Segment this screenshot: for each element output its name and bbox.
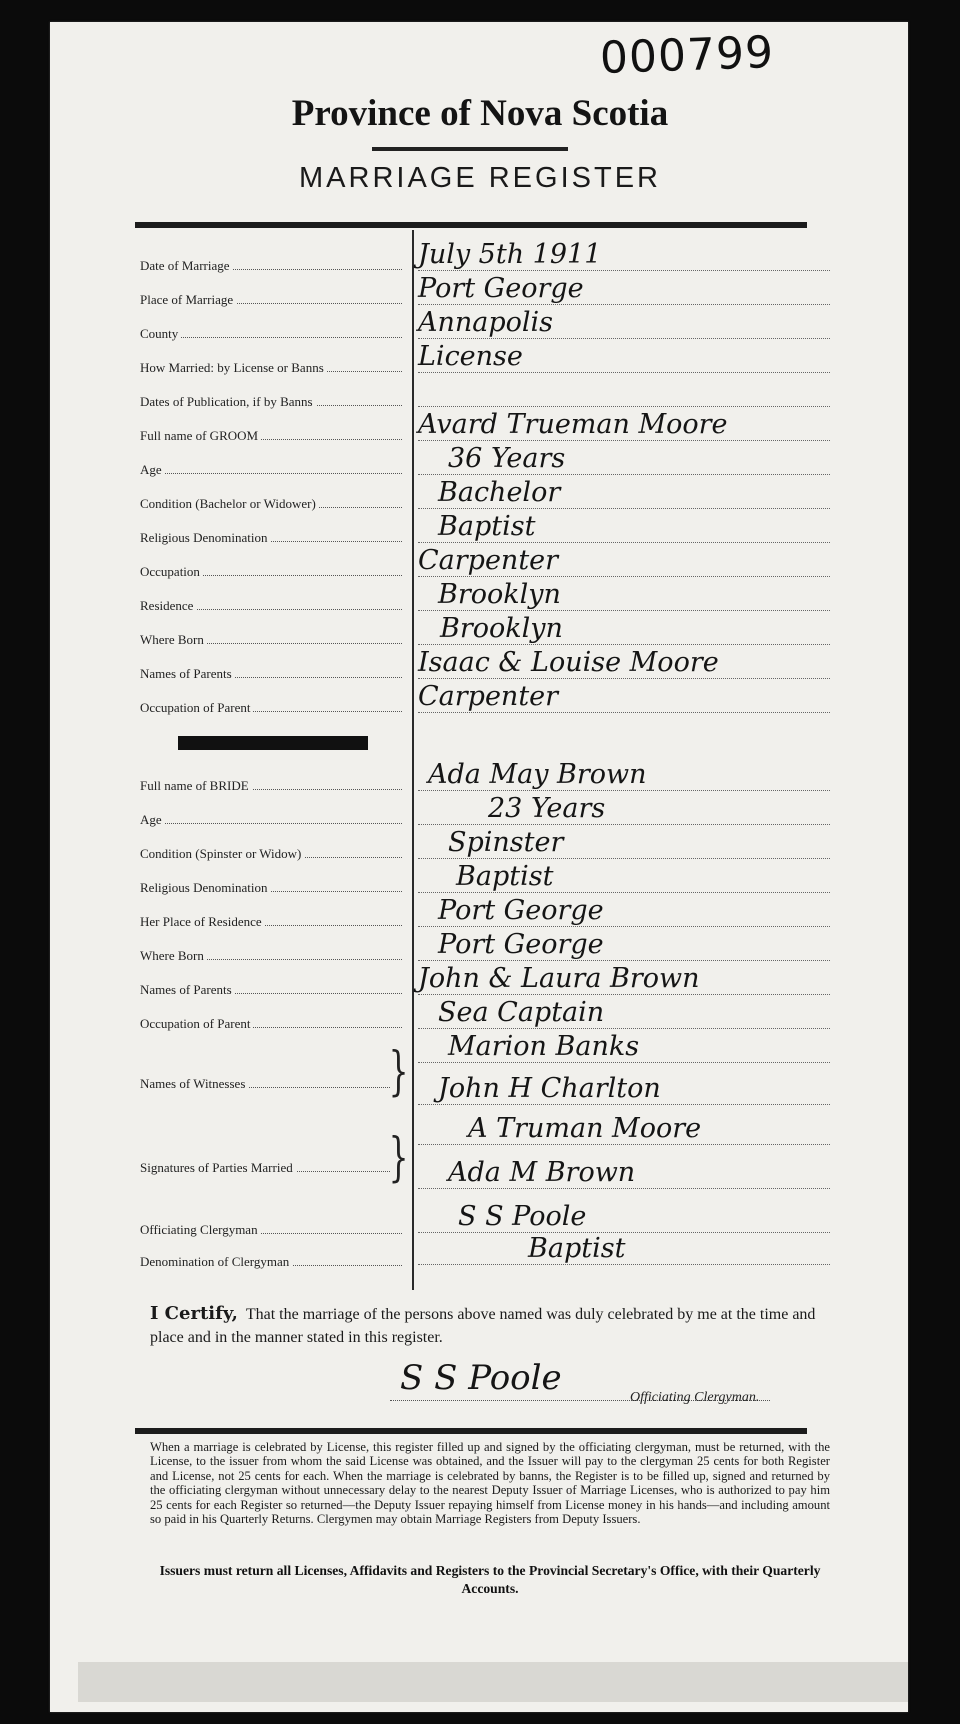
field-label: How Married: by License or Banns <box>140 360 402 376</box>
column-divider <box>412 230 414 1290</box>
field-label: Dates of Publication, if by Banns <box>140 394 402 410</box>
field-value: Baptist <box>418 512 830 543</box>
field-label: Where Born <box>140 632 402 648</box>
title-underline <box>372 147 568 151</box>
field-label: County <box>140 326 402 342</box>
field-label: Names of Parents <box>140 982 402 998</box>
field-label: Age <box>140 462 402 478</box>
field-label: Age <box>140 812 402 828</box>
certify-lead: I Certify, <box>150 1303 238 1324</box>
field-value: Port George <box>418 930 830 961</box>
field-label: Religious Denomination <box>140 880 402 896</box>
parties-signatures-label: Signatures of Parties Married <box>140 1160 390 1176</box>
field-label: Full name of BRIDE <box>140 778 402 794</box>
certification-text <box>150 1302 830 1349</box>
field-value: Port George <box>418 896 830 927</box>
field-value: Brooklyn <box>418 614 830 645</box>
field-value: License <box>418 342 830 373</box>
field-value <box>418 376 830 407</box>
field-value: Brooklyn <box>418 580 830 611</box>
field-label: Occupation <box>140 564 402 580</box>
field-label: Officiating Clergyman <box>140 1222 402 1238</box>
field-label: Condition (Bachelor or Widower) <box>140 496 402 512</box>
field-value: Sea Captain <box>418 998 830 1029</box>
field-label: Date of Marriage <box>140 258 402 274</box>
field-value: Port George <box>418 274 830 305</box>
field-value: Bachelor <box>418 478 830 509</box>
field-label: Occupation of Parent <box>140 1016 402 1032</box>
groom-signature: A Truman Moore <box>418 1114 830 1145</box>
field-label: Residence <box>140 598 402 614</box>
field-value: Isaac & Louise Moore <box>418 648 830 679</box>
field-value: Ada May Brown <box>418 760 830 791</box>
footer-divider <box>135 1428 807 1434</box>
certify-body: That the marriage of the persons above named was duly celebrated by me at the time and place and in the manner stated in this register. <box>150 1306 816 1346</box>
field-label: Place of Marriage <box>140 292 402 308</box>
field-value: Spinster <box>418 828 830 859</box>
document-subtitle: MARRIAGE REGISTER <box>299 162 661 194</box>
witness-signature: Marion Banks <box>418 1032 830 1063</box>
header-divider <box>135 222 807 228</box>
parties-brace: } <box>388 1128 409 1188</box>
clergy-denomination: Baptist <box>418 1234 830 1265</box>
officiating-signature: S S Poole <box>390 1356 770 1401</box>
field-label: Full name of GROOM <box>140 428 402 444</box>
field-label: Names of Parents <box>140 666 402 682</box>
field-label: Religious Denomination <box>140 530 402 546</box>
field-value: 23 Years <box>418 794 830 825</box>
field-value: Carpenter <box>418 682 830 713</box>
field-value: John & Laura Brown <box>418 964 830 995</box>
witness-signature: John H Charlton <box>418 1074 830 1105</box>
document-title: Province of Nova Scotia <box>291 93 669 134</box>
field-value: Annapolis <box>418 308 830 339</box>
field-label: Occupation of Parent <box>140 700 402 716</box>
officiating-signature-label: Officiating Clergyman. <box>630 1390 760 1405</box>
instructions-notice: When a marriage is celebrated by License, this register filled up and signed by the officiating clergyman, must be returned, with the License, to the issuer from whom the said License was obtained, and the Issuer will pay to the clergyman 25 cents for both Register and License, not 25 cents for each. When the marriage is celebrated by banns, the Register is to be filled up, signed and returned by the officiating clergyman without unnecessary delay to the nearest Deputy Issuer of Marriage Licenses, who is authorized to pay him 25 cents for each Register so returned—the Deputy Issuer repaying himself from License money in his hands—and including amount so paid in his Quarterly Returns. Clergymen may obtain Marriage Registers from Deputy Issuers. <box>150 1440 830 1527</box>
section-divider-bar <box>178 736 368 750</box>
field-value: Baptist <box>418 862 830 893</box>
sheet-lower-edge <box>78 1662 908 1702</box>
field-value: July 5th 1911 <box>418 240 830 271</box>
field-value: Avard Trueman Moore <box>418 410 830 441</box>
bride-signature: Ada M Brown <box>418 1158 830 1189</box>
field-label: Where Born <box>140 948 402 964</box>
field-value: Carpenter <box>418 546 830 577</box>
witnesses-label: Names of Witnesses <box>140 1076 390 1092</box>
field-label: Denomination of Clergyman <box>140 1254 402 1270</box>
register-number: 000799 <box>599 26 775 85</box>
field-label: Her Place of Residence <box>140 914 402 930</box>
clergyman-name: S S Poole <box>418 1202 830 1233</box>
issuers-notice: Issuers must return all Licenses, Affidavits and Registers to the Provincial Secretary's Office, with their Quarterly Accounts. <box>159 1563 821 1596</box>
field-label: Condition (Spinster or Widow) <box>140 846 402 862</box>
field-value: 36 Years <box>418 444 830 475</box>
witnesses-brace: } <box>388 1042 409 1102</box>
